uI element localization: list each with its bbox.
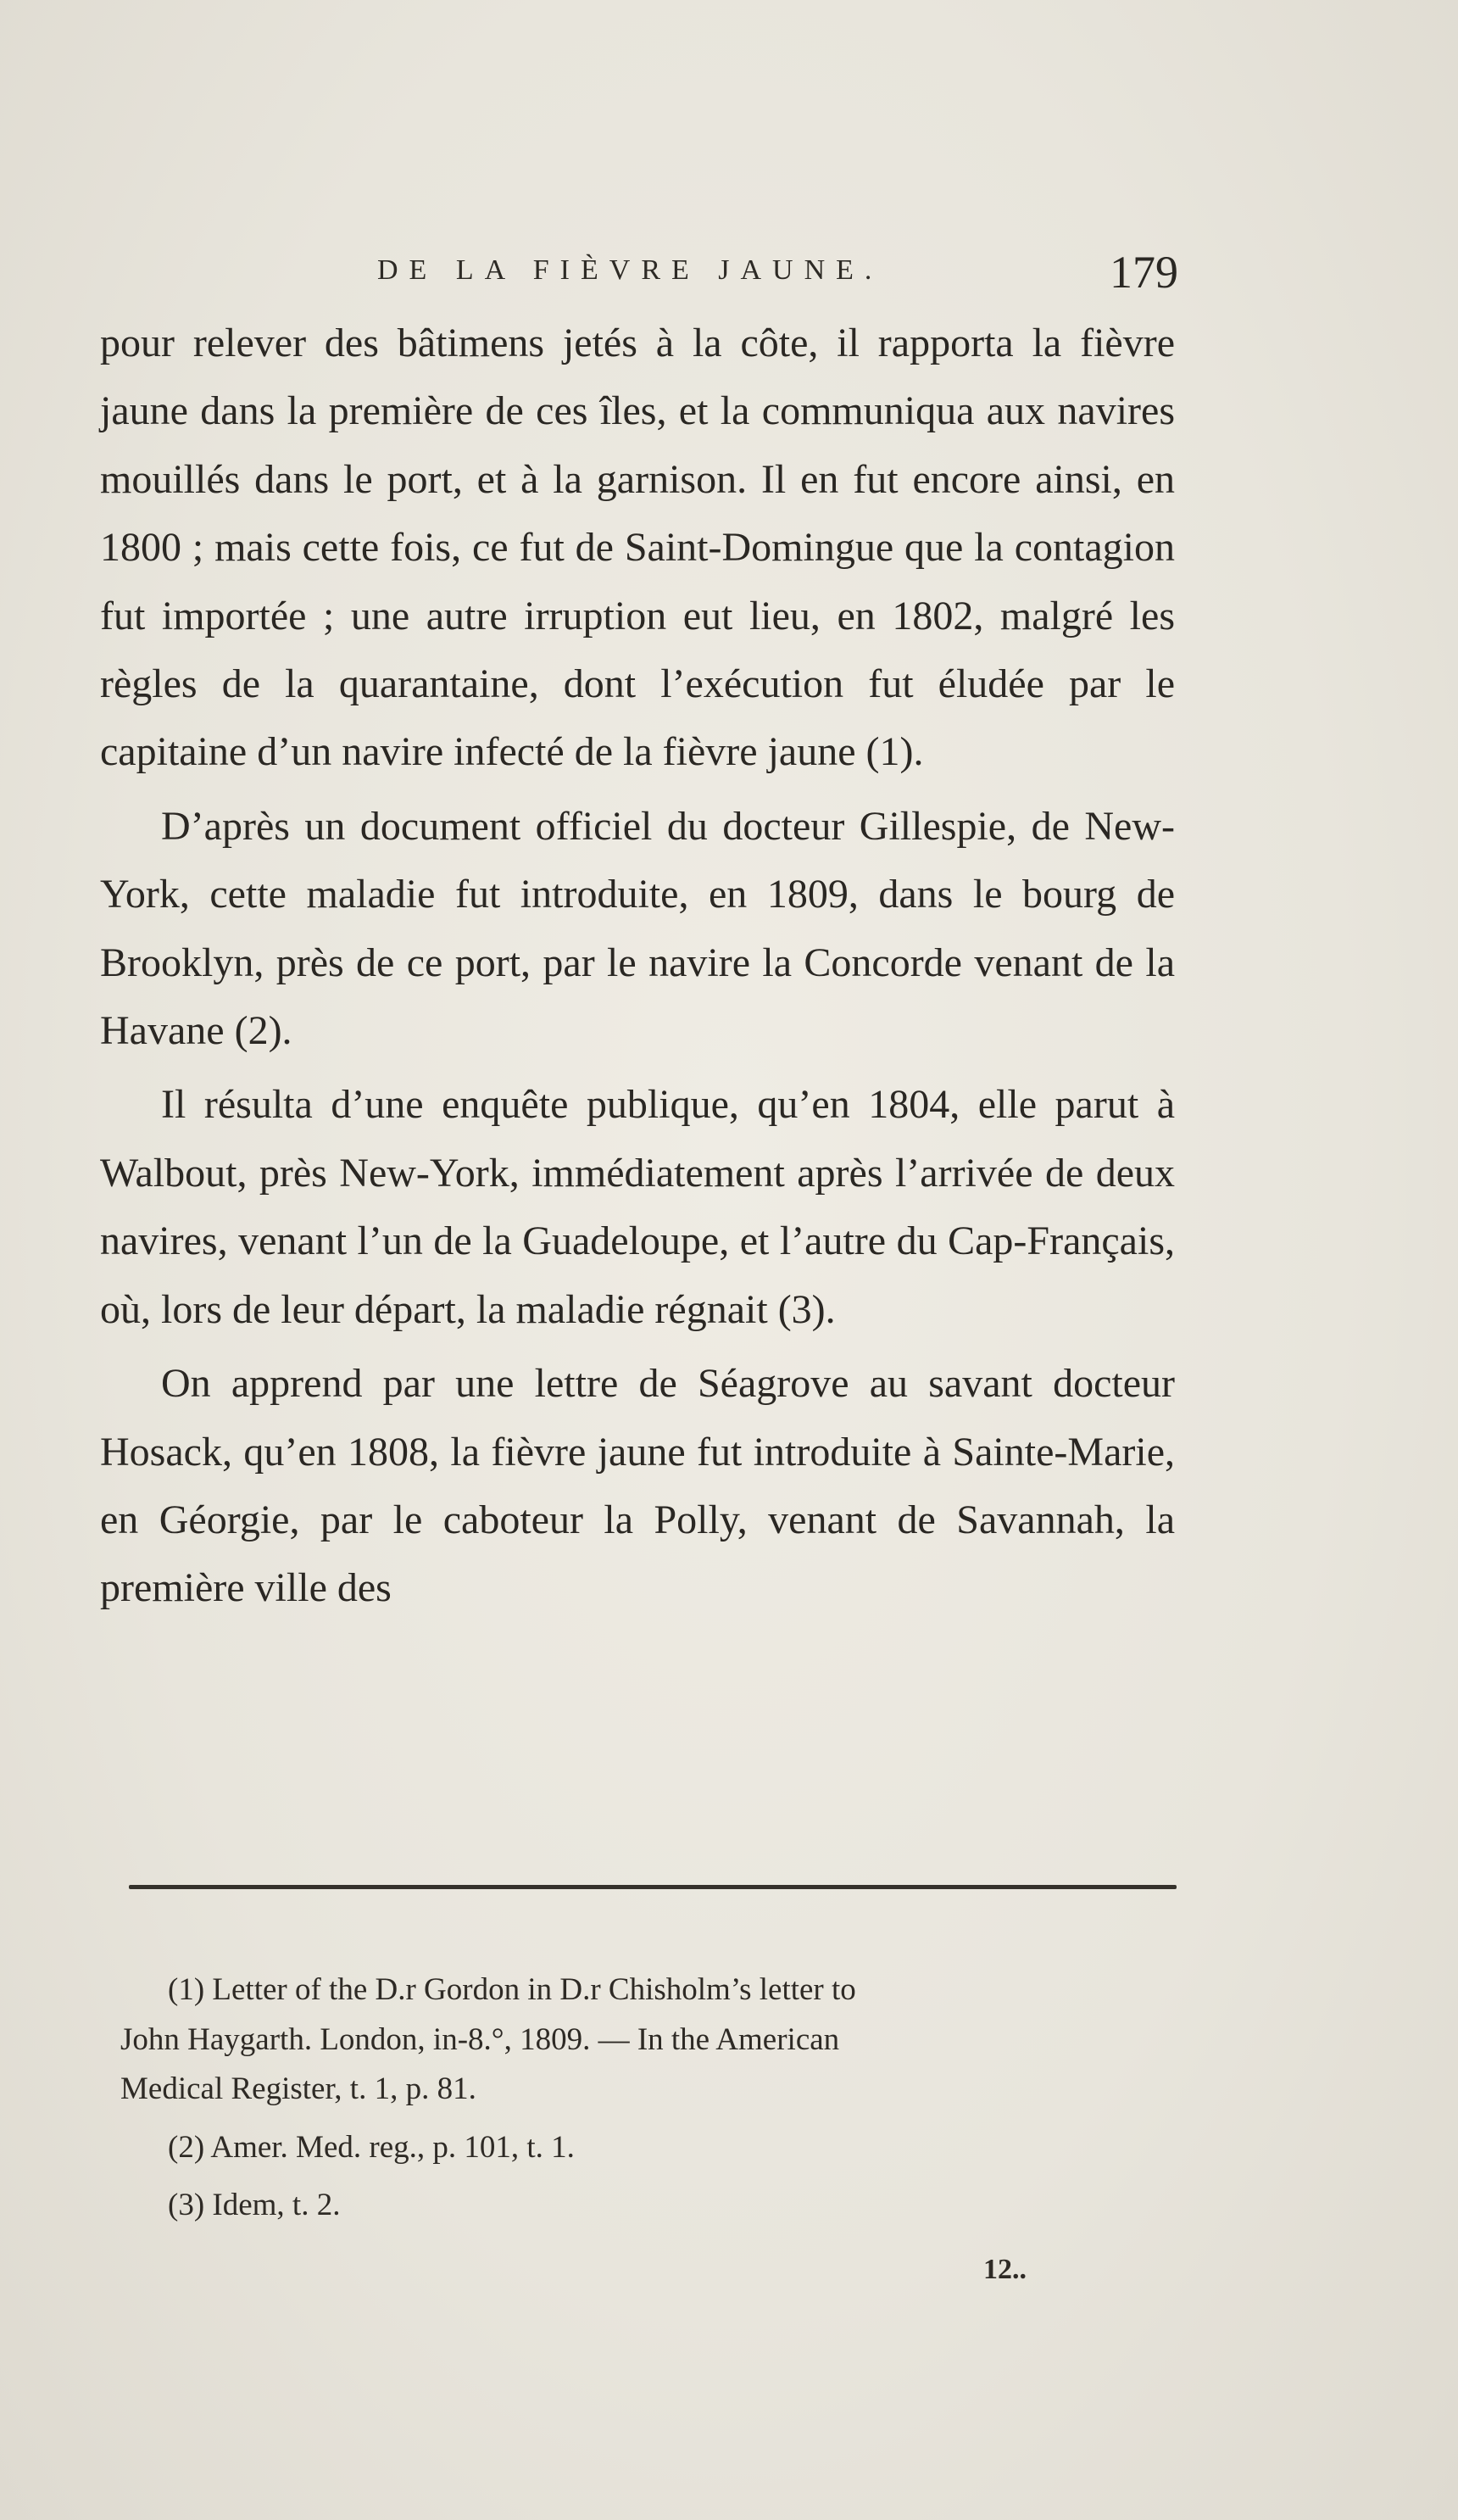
footnote-3: (3) Idem, t. 2. — [168, 2188, 341, 2222]
page-header — [119, 246, 1178, 314]
page-number: 179 — [1110, 247, 1178, 298]
footnote-2: (2) Amer. Med. reg., p. 101, t. 1. — [168, 2129, 575, 2165]
footnote-1-line-3: Medical Register, t. 1, p. 81. — [120, 2071, 476, 2106]
footnote-1-line-1: (1) Letter of the D.r Gordon in D.r Chisholm’s letter to — [168, 1972, 856, 2007]
footnote-1-line-2: John Haygarth. London, in-8.°, 1809. — In the American — [120, 2021, 840, 2057]
body-text — [100, 309, 1175, 1623]
paragraph-2: D’après un document officiel du docteur Gillespie, de New-York, cette maladie fut introduite, en 1809, dans le bourg de Brooklyn, près de ce port, par le navire la Concorde venant de la Havane (2). — [100, 803, 1175, 1054]
paragraph-1: pour relever des bâtimens jetés à la côte, il rapporta la fièvre jaune dans la première de ces îles, et la communiqua aux navires mouillés dans le port, et à la garnison. Il en fut encore ainsi, en 1800 ; mais cette fois, ce fut de Saint-Domingue que la contagion fut importée ; une autre irruption eut lieu, en 1802, malgré les règles de la quarantaine, dont l’exécution fut éludée par le capitaine d’un navire infecté de la fièvre jaune (1). — [100, 321, 1175, 775]
footnotes — [120, 1965, 1177, 2231]
paragraph-3: Il résulta d’une enquête publique, qu’en 1804, elle parut à Walbout, près New-York, immédiatement après l’arrivée de deux navires, venant l’un de la Guadeloupe, et l’autre du Cap-Français, où, lors de leur départ, la maladie régnait (3). — [100, 1082, 1175, 1332]
footnote-1 — [120, 1965, 1177, 2115]
footnote-rule — [129, 1885, 1177, 1889]
running-title: DE LA FIÈVRE JAUNE. — [377, 254, 883, 286]
signature-mark: 12.. — [983, 2254, 1027, 2285]
paragraph-4: On apprend par une lettre de Séagrove au savant docteur Hosack, qu’en 1808, la fièvre jaune fut introduite à Sainte-Marie, en Géorgie, par le caboteur la Polly, venant de Savannah, la première ville des — [100, 1361, 1175, 1611]
